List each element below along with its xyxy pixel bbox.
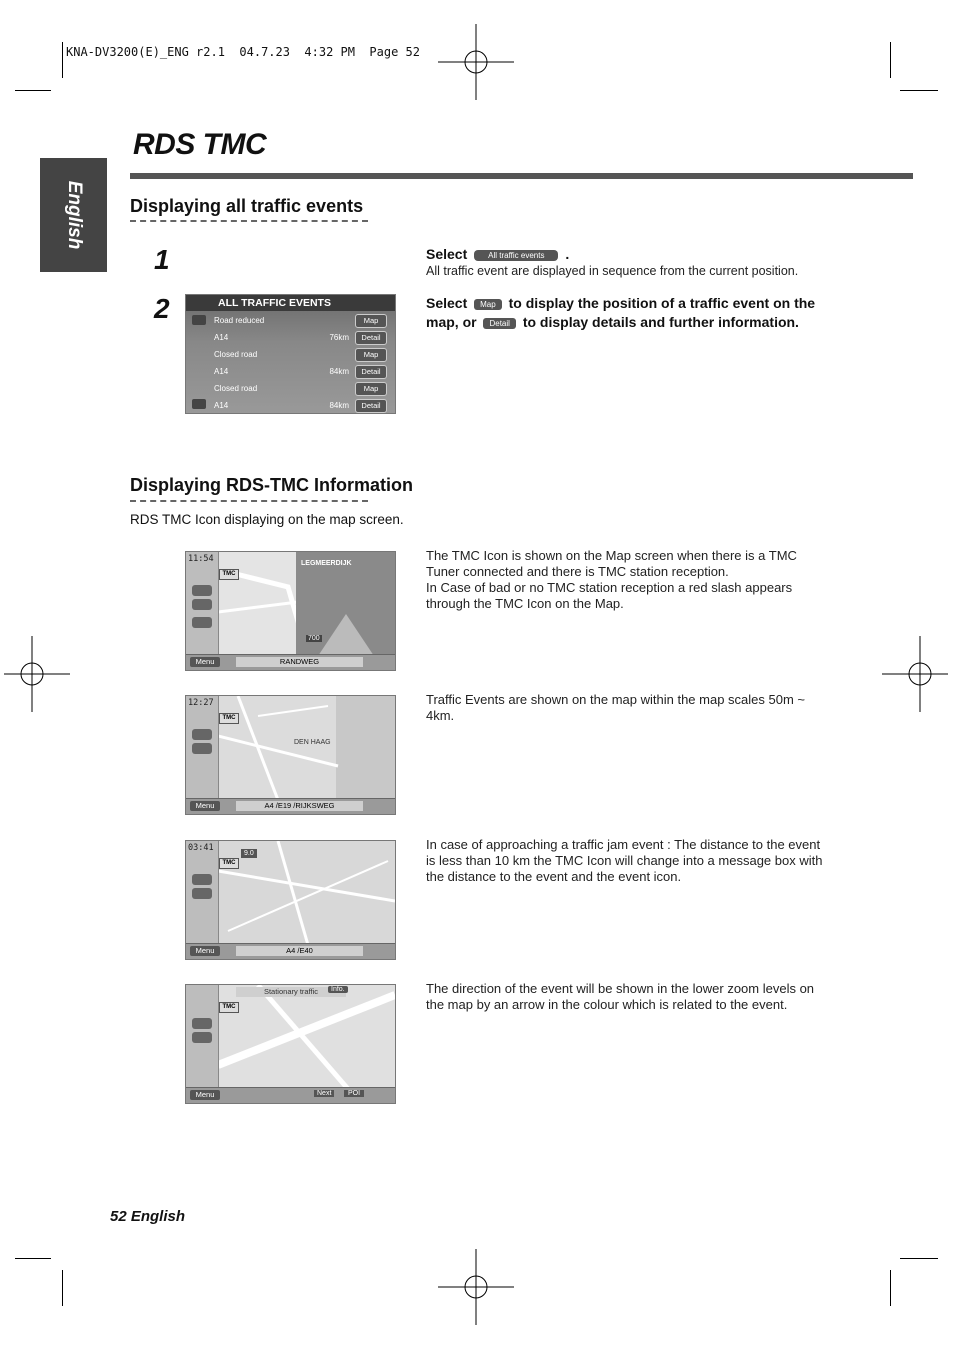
step-number-2: 2	[154, 293, 170, 324]
registration-mark-top	[438, 24, 514, 100]
event-row: Closed road Map	[212, 346, 391, 363]
heading-underline	[130, 220, 368, 222]
section-heading-all-events: Displaying all traffic events	[130, 196, 364, 216]
scroll-up-icon	[192, 315, 206, 325]
step1-description: All traffic event are displayed in sequence from the current position.	[426, 264, 799, 278]
map-screen-event-direction: TMC Stationary traffic Info. Menu Next POI	[185, 984, 396, 1104]
event-row: Closed road Map	[212, 380, 391, 397]
event-title-bar: Stationary traffic	[236, 987, 346, 997]
event-row: Road reduced Map	[212, 312, 391, 329]
page-title: RDS TMC	[133, 128, 267, 161]
event-direction-description: The direction of the event will be shown in the lower zoom levels on the map by an arrow in the colour which is related to the event.	[426, 981, 815, 1012]
detail-button: Detail	[483, 318, 515, 329]
all-traffic-events-screen	[185, 294, 396, 414]
turn-street-label: LEGMEERDIJK	[301, 560, 352, 567]
event-distance-box: 9.0	[241, 849, 257, 858]
heading-underline	[130, 500, 368, 502]
screen-title-bar: ALL TRAFFIC EVENTS	[186, 295, 395, 311]
print-slug: KNA-DV3200(E)_ENG r2.1 04.7.23 4:32 PM Page 52	[66, 45, 421, 59]
traffic-events-description: Traffic Events are shown on the map within the map scales 50m ~ 4km.	[426, 692, 805, 723]
title-rule	[130, 173, 913, 179]
event-row: A14 84km Detail	[212, 397, 391, 414]
tmc-icon: TMC	[219, 569, 239, 580]
registration-mark-left	[0, 636, 70, 712]
scroll-down-icon	[192, 399, 206, 409]
traffic-jam-description: In case of approaching a traffic jam event : The distance to the event is less than 10 km the TMC Icon will change into a message box with the distance to the event and the event icon.	[426, 837, 823, 884]
city-label: DEN HAAG	[294, 739, 331, 746]
step1-instruction: Select All traffic events .	[426, 246, 570, 262]
all-traffic-events-button: All traffic events	[474, 250, 558, 261]
event-row: A14 84km Detail	[212, 363, 391, 380]
map-sidebar: 11:54	[186, 552, 219, 656]
section-intro: RDS TMC Icon displaying on the map screen.	[130, 512, 404, 527]
poi-button: POI	[344, 1090, 364, 1097]
tmc-icon: TMC	[219, 858, 239, 869]
map-screen-traffic-events: 12:27 TMC DEN HAAG Menu A4 /E19 /RIJKSWEG	[185, 695, 396, 815]
registration-mark-right	[882, 636, 954, 712]
next-button: Next	[314, 1090, 334, 1097]
page-footer: 52 English	[110, 1208, 186, 1225]
language-tab: English	[40, 158, 107, 272]
event-row: A14 76km Detail	[212, 329, 391, 346]
map-screen-traffic-jam: 03:41 TMC 9.0 Menu A4 /E40	[185, 840, 396, 960]
step-number-1: 1	[154, 244, 170, 275]
distance-label: 700	[308, 635, 320, 642]
info-button: Info.	[328, 986, 348, 993]
map-button: Map	[474, 299, 502, 310]
registration-mark-bottom	[438, 1249, 514, 1325]
step2-instruction: Select Map to display the position of a traffic event on the map, or Detail to display details and further information.	[426, 295, 816, 330]
tmc-icon: TMC	[219, 713, 239, 724]
tmc-icon-description: The TMC Icon is shown on the Map screen when there is a TMC Tuner connected and there is TMC station reception. In Case of bad or no TMC station reception a red slash appears through the TMC Icon on the Map.	[426, 548, 797, 611]
map-bottom-bar: Menu RANDWEG	[186, 654, 395, 670]
tmc-icon: TMC	[219, 1002, 239, 1013]
map-screen-tmc-icon	[185, 551, 396, 671]
section-heading-rds-tmc: Displaying RDS-TMC Information	[130, 475, 413, 495]
